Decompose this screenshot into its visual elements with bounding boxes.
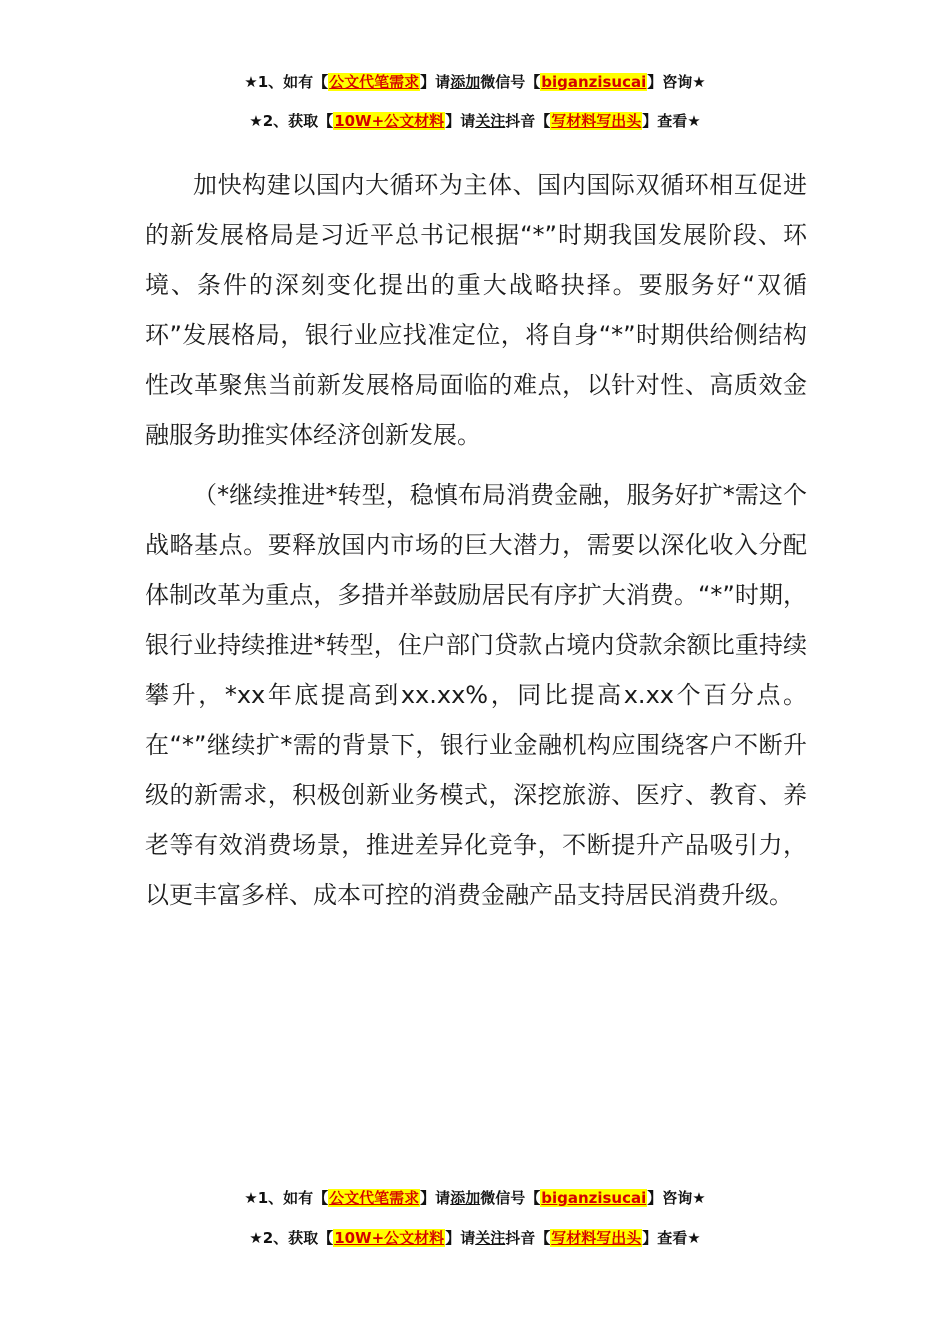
promo-text: 抖音【: [505, 1229, 551, 1247]
footer-promo-line-1: [0, 1188, 950, 1208]
paragraph-1: 加快构建以国内大循环为主体、国内国际双循环相互促进的新发展格局是习近平总书记根据“*”时期我国发展阶段、环境、条件的深刻变化提出的重大战略抉择。要服务好“双循环”发展格局，银行业应找准定位，将自身“*”时期供给侧结构性改革聚焦当前新发展格局面临的难点，以针对性、高质效金融服务助推实体经济创新发展。: [145, 171, 807, 449]
document-body: [145, 160, 807, 930]
promo-text: 微信号【: [480, 73, 541, 91]
promo-highlight-service: 公文代笔需求: [329, 73, 420, 91]
promo-prefix: ★1、如有【: [244, 73, 329, 91]
promo-text: 】请: [420, 73, 451, 91]
header-promo-line-2: [0, 111, 950, 131]
promo-highlight-wechat-id: biganzisucai: [541, 73, 647, 91]
promo-highlight-materials: 10W+公文材料: [334, 1229, 445, 1247]
promo-underline-add: 添加: [450, 1189, 481, 1207]
promo-prefix: ★1、如有【: [244, 1189, 329, 1207]
promo-highlight-service: 公文代笔需求: [329, 1189, 420, 1207]
promo-highlight-douyin-account: 写材料写出头: [551, 1229, 642, 1247]
promo-text: 抖音【: [505, 112, 551, 130]
promo-highlight-wechat-id: biganzisucai: [541, 1189, 647, 1207]
promo-prefix: ★2、获取【: [249, 112, 334, 130]
promo-suffix: 】查看★: [642, 1229, 701, 1247]
promo-highlight-materials: 10W+公文材料: [334, 112, 445, 130]
promo-underline-follow: 关注: [475, 112, 506, 130]
promo-prefix: ★2、获取【: [249, 1229, 334, 1247]
promo-text: 微信号【: [480, 1189, 541, 1207]
footer-promo-line-2: [0, 1228, 950, 1248]
promo-underline-follow: 关注: [475, 1229, 506, 1247]
header-promo-line-1: [0, 72, 950, 92]
promo-underline-add: 添加: [450, 73, 481, 91]
promo-text: 】请: [420, 1189, 451, 1207]
promo-text: 】请: [445, 1229, 476, 1247]
promo-suffix: 】查看★: [642, 112, 701, 130]
promo-suffix: 】咨询★: [647, 1189, 706, 1207]
paragraph-2: （*继续推进*转型，稳慎布局消费金融，服务好扩*需这个战略基点。要释放国内市场的巨大潜力，需要以深化收入分配体制改革为重点，多措并举鼓励居民有序扩大消费。“*”时期，银行业持续推进*转型，住户部门贷款占境内贷款余额比重持续攀升，*xx年底提高到xx.xx%，同比提高x.xx个百分点。在“*”继续扩*需的背景下，银行业金融机构应围绕客户不断升级的新需求，积极创新业务模式，深挖旅游、医疗、教育、养老等有效消费场景，推进差异化竞争，不断提升产品吸引力，以更丰富多样、成本可控的消费金融产品支持居民消费升级。: [145, 481, 807, 909]
promo-suffix: 】咨询★: [647, 73, 706, 91]
promo-highlight-douyin-account: 写材料写出头: [551, 112, 642, 130]
promo-text: 】请: [445, 112, 476, 130]
